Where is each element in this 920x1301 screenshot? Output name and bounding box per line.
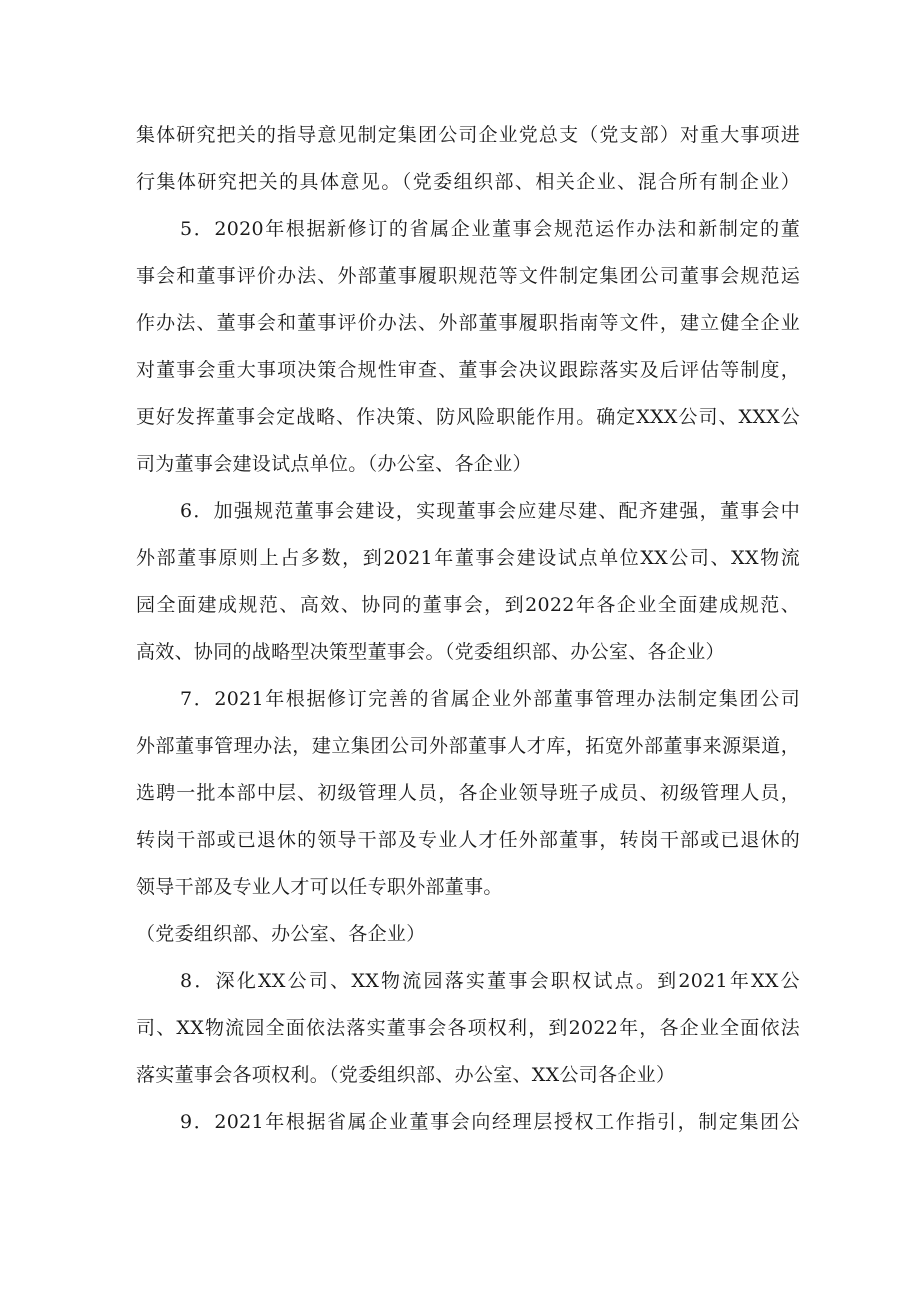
text-line: 事会和董事评价办法、外部董事履职规范等文件制定集团公司董事会规范运 — [136, 265, 800, 287]
text-line: 园全面建成规范、高效、协同的董事会，到2022年各企业全面建成规范、 — [136, 594, 800, 616]
text-line: （党委组织部、办公室、各企业） — [136, 923, 426, 945]
text-line: 对董事会重大事项决策合规性审查、董事会决议跟踪落实及后评估等制度， — [136, 359, 800, 381]
paragraph-9-start: 9．2021年根据省属企业董事会向经理层授权工作指引，制定集团公 — [180, 1111, 800, 1133]
text-line: 司为董事会建设试点单位。（办公室、各企业） — [136, 453, 532, 475]
text-line: 落实董事会各项权利。（党委组织部、办公室、XX公司各企业） — [136, 1064, 676, 1086]
text-line: 转岗干部或已退休的领导干部及专业人才任外部董事，转岗干部或已退休的 — [136, 829, 800, 851]
text-line: 集体研究把关的指导意见制定集团公司企业党总支（党支部）对重大事项进 — [136, 124, 800, 146]
text-line: 外部董事管理办法，建立集团公司外部董事人才库，拓宽外部董事来源渠道， — [136, 735, 800, 757]
text-line: 更好发挥董事会定战略、作决策、防风险职能作用。确定XXX公司、XXX公 — [136, 406, 800, 428]
text-line: 选聘一批本部中层、初级管理人员，各企业领导班子成员、初级管理人员， — [136, 782, 800, 804]
text-line: 作办法、董事会和董事评价办法、外部董事履职指南等文件，建立健全企业 — [136, 312, 800, 334]
paragraph-6-start: 6．加强规范董事会建设，实现董事会应建尽建、配齐建强，董事会中 — [180, 500, 800, 522]
text-line: 领导干部及专业人才可以任专职外部董事。 — [136, 876, 503, 898]
document-body — [136, 112, 800, 1146]
text-line: 高效、协同的战略型决策型董事会。（党委组织部、办公室、各企业） — [136, 641, 725, 663]
text-line: 司、XX物流园全面依法落实董事会各项权利，到2022年，各企业全面依法 — [136, 1017, 800, 1039]
paragraph-8-start: 8．深化XX公司、XX物流园落实董事会职权试点。到2021年XX公 — [180, 970, 800, 992]
text-line: 行集体研究把关的具体意见。（党委组织部、相关企业、混合所有制企业） — [136, 171, 800, 193]
paragraph-7-start: 7．2021年根据修订完善的省属企业外部董事管理办法制定集团公司 — [180, 688, 800, 710]
text-line: 外部董事原则上占多数，到2021年董事会建设试点单位XX公司、XX物流 — [136, 547, 800, 569]
paragraph-5-start: 5．2020年根据新修订的省属企业董事会规范运作办法和新制定的董 — [180, 218, 800, 240]
